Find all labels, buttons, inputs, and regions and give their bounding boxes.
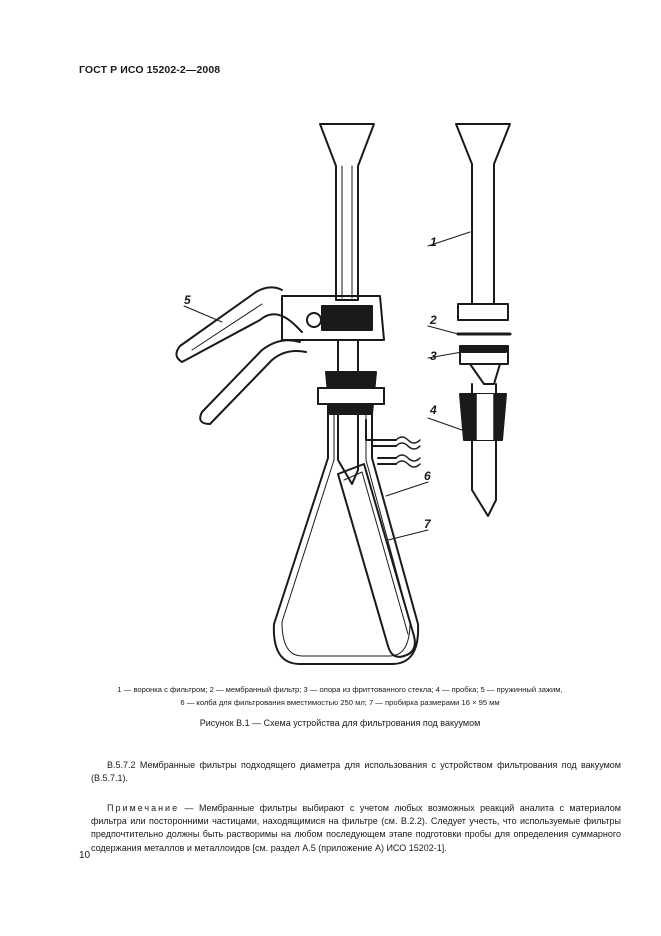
callout-7: 7 (424, 517, 431, 531)
funnel-assembled (320, 124, 374, 300)
callout-4: 4 (430, 403, 437, 417)
document-header: ГОСТ Р ИСО 15202-2—2008 (79, 64, 221, 76)
callout-1: 1 (430, 235, 437, 249)
section-number: В.5.7.2 (107, 760, 136, 770)
callout-5: 5 (184, 293, 191, 307)
clamp-handle-lower (200, 340, 306, 424)
figure-legend (60, 683, 620, 709)
funnel-flange (458, 304, 508, 320)
flask (274, 404, 418, 664)
note-paragraph (91, 802, 621, 855)
funnel-exploded (456, 124, 510, 304)
figure-caption: Рисунок В.1 — Схема устройства для фильтрования под вакуумом (199, 718, 481, 728)
callout-2: 2 (430, 313, 437, 327)
test-tube (338, 464, 415, 657)
note-text: — Мембранные фильтры выбирают с учетом любых возможных реакций аналита с материалом фильтра или посторонними частицами, находящимися на фильтре (см. В.2.2). Следует учесть, что используемые фильтры предпочтительно должны быть растворимы на любом последующем этапе подготовки пробы для определения суммарного содержания металлов и металлоидов [см. раздел А.5 (приложение А) ИСО 15202-1]. (91, 803, 621, 853)
paragraph-text: Мембранные фильтры подходящего диаметра для использования с устройством фильтрования под вакуумом (В.5.7.1). (91, 760, 621, 784)
callout-6: 6 (424, 469, 431, 483)
note-label: Примечание (107, 803, 180, 813)
legend-line-1: 1 — воронка с фильтром; 2 — мембранный фильтр; 3 — опора из фриттованного стекла; 4 — пробка; 5 — пружинный зажим, (117, 685, 563, 694)
page-number: 10 (79, 850, 91, 861)
legend-line-2: 6 — колба для фильтрования вместимостью 250 мл; 7 — пробирка размерами 16 × 95 мм (180, 698, 500, 707)
paragraph-b572 (91, 759, 621, 785)
clamp-handle-upper (176, 287, 302, 362)
callout-3: 3 (430, 349, 437, 363)
